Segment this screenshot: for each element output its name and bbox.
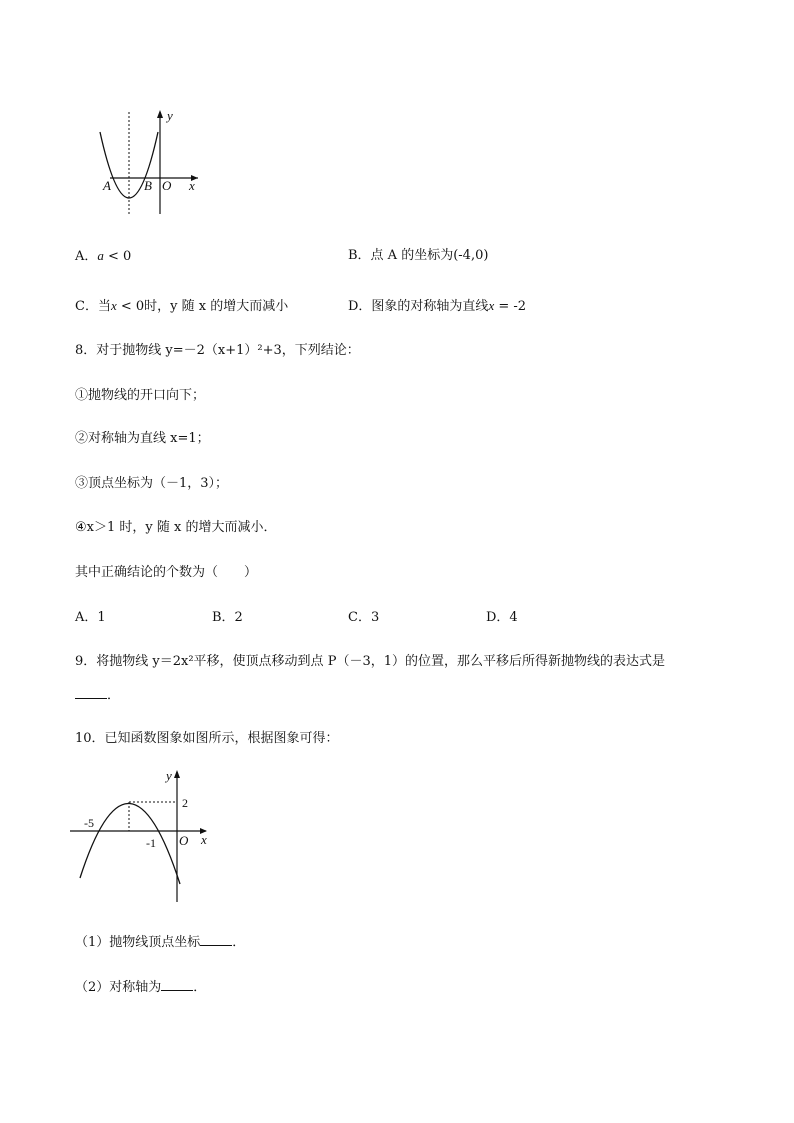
label-x: x <box>189 178 195 193</box>
answer-blank <box>200 933 232 946</box>
q9-answer-line: ． <box>75 686 120 704</box>
q8-option-b: B．2 <box>212 610 243 625</box>
q10-part-2: （2）对称轴为 ． <box>75 980 207 995</box>
parabola-curve <box>80 803 180 884</box>
option-b: B．点 A 的坐标为(-4,0) <box>348 248 489 263</box>
y-axis-arrow <box>157 110 163 118</box>
option-c: C．当x < 0时，y 随 x 的增大而减小 <box>75 298 289 314</box>
option-d: D．图象的对称轴为直线x = -2 <box>348 298 527 314</box>
q8-statement-2: ②对称轴为直线 x=1； <box>75 431 210 446</box>
q8-ask: 其中正确结论的个数为（ ） <box>75 565 258 580</box>
label-b: B <box>144 178 152 193</box>
q8-statement-3: ③顶点坐标为（－1，3）； <box>75 476 229 491</box>
label-neg5: -5 <box>84 816 94 830</box>
label-2: 2 <box>182 796 188 810</box>
q8-statement-1: ①抛物线的开口向下； <box>75 388 206 403</box>
q8-option-a: A．1 <box>75 610 106 625</box>
option-a: A．a < 0 <box>75 248 132 264</box>
q9-stem: 9．将抛物线 y＝2x²平移，使顶点移动到点 P（－3，1）的位置，那么平移后所得新抛物线的表达式是 <box>75 654 665 669</box>
answer-blank <box>75 686 107 699</box>
q10-stem: 10．已知函数图象如图所示，根据图象可得： <box>75 731 339 746</box>
answer-blank <box>161 978 193 991</box>
label-neg1: -1 <box>146 836 156 850</box>
label-y: y <box>166 768 172 783</box>
y-axis-arrow <box>174 770 180 778</box>
q8-option-d: D．4 <box>486 610 518 625</box>
label-x: x <box>201 832 207 847</box>
label-o: O <box>179 833 189 848</box>
label-a: A <box>103 178 111 193</box>
label-y: y <box>167 108 173 123</box>
label-o: O <box>162 178 172 193</box>
parabola-figure-2 <box>70 766 215 906</box>
parabola-figure-1 <box>92 104 212 220</box>
q10-part-1: （1）抛物线顶点坐标 ． <box>75 935 246 950</box>
q8-statement-4: ④x＞1 时，y 随 x 的增大而减小． <box>75 520 277 535</box>
q8-option-c: C．3 <box>348 610 380 625</box>
q8-stem: 8．对于抛物线 y=－2（x+1）²+3，下列结论： <box>75 343 360 358</box>
